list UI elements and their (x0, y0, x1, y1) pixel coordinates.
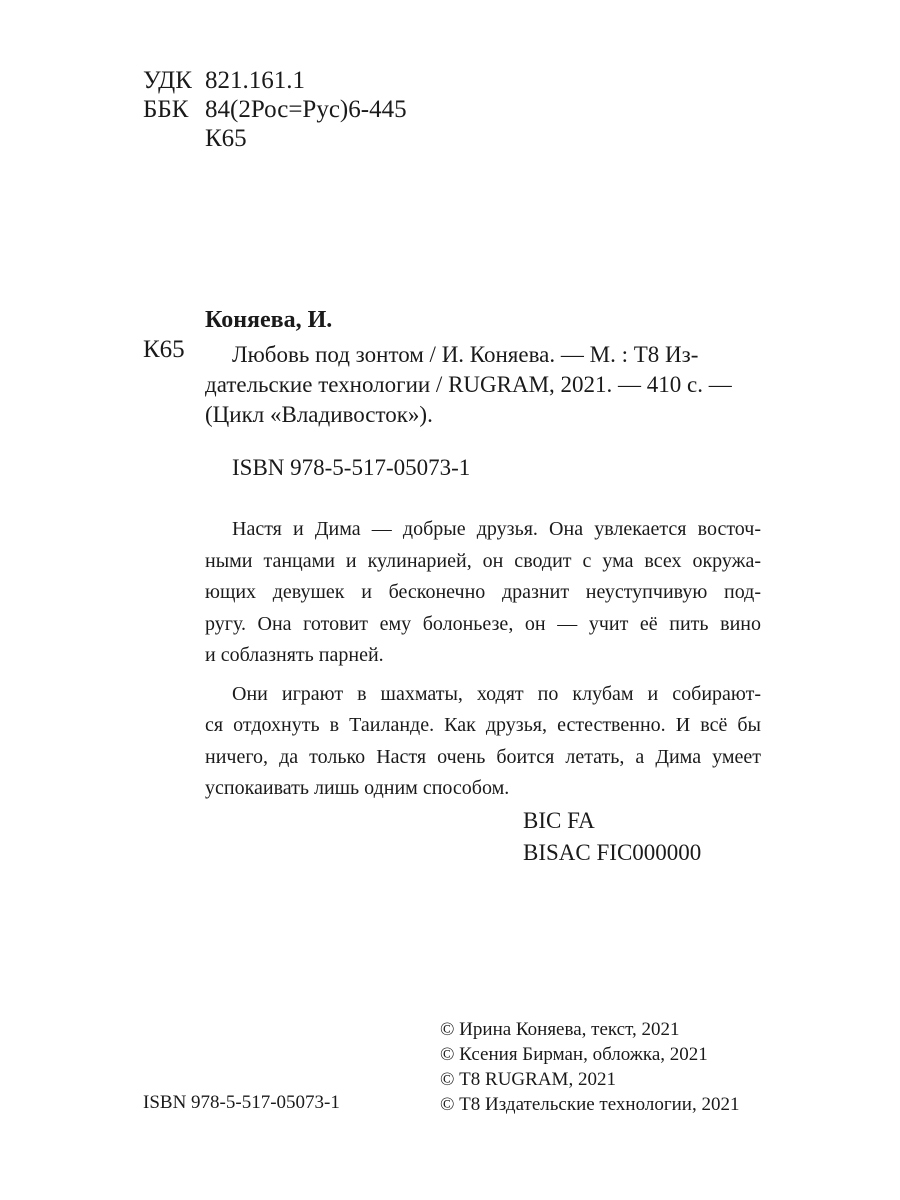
bic-code: BIC FA (523, 808, 595, 833)
author-heading: Коняева, И. (205, 307, 333, 333)
description-line: (Цикл «Владивосток»). (205, 402, 433, 427)
author-sign-left: К65 (143, 336, 185, 363)
udk-value: 821.161.1 (205, 67, 305, 94)
copyright-line: © Т8 RUGRAM, 2021 (440, 1069, 616, 1090)
copyright-line: © Ирина Коняева, текст, 2021 (440, 1019, 680, 1040)
author-sign-top: К65 (205, 125, 247, 152)
description-line: дательские технологии / RUGRAM, 2021. — 410 с. — (205, 372, 732, 397)
isbn-record: ISBN 978-5-517-05073-1 (232, 455, 471, 480)
annotation-line: Они играют в шахматы, ходят по клубам и собирают- (232, 682, 761, 705)
annotation-line: успокаивать лишь одним способом. (205, 777, 510, 799)
copyright-line: © Т8 Издательские технологии, 2021 (440, 1094, 740, 1115)
bibliographic-description (205, 340, 760, 430)
annotation-line: ными танцами и кулинарией, он сводит с ума всех окружа- (205, 549, 761, 572)
copyright-line: © Ксения Бирман, обложка, 2021 (440, 1044, 708, 1065)
description-line: Любовь под зонтом / И. Коняева. — М. : Т8 Из- (232, 342, 699, 367)
annotation-line: ющих девушек и бесконечно дразнит неуступчивую под- (205, 581, 761, 603)
bbk-label: ББК (143, 96, 189, 123)
annotation-line: ничего, да только Настя очень боится летать, а Дима умеет (205, 745, 761, 768)
annotation-line: ся отдохнуть в Таиланде. Как друзья, естественно. И всё бы (205, 714, 761, 736)
copyright-block (440, 1017, 739, 1117)
annotation (205, 514, 761, 805)
annotation-line: ругу. Она готовит ему болоньезе, он — учит её пить вино (205, 612, 761, 635)
bbk-value: 84(2Рос=Рус)6-445 (205, 96, 407, 123)
bisac-code: BISAC FIC000000 (523, 840, 702, 865)
isbn-footer: ISBN 978-5-517-05073-1 (143, 1092, 340, 1113)
annotation-line: и соблазнять парней. (205, 644, 384, 666)
udk-label: УДК (143, 67, 192, 94)
annotation-line: Настя и Дима — добрые друзья. Она увлекается восточ- (232, 518, 761, 540)
